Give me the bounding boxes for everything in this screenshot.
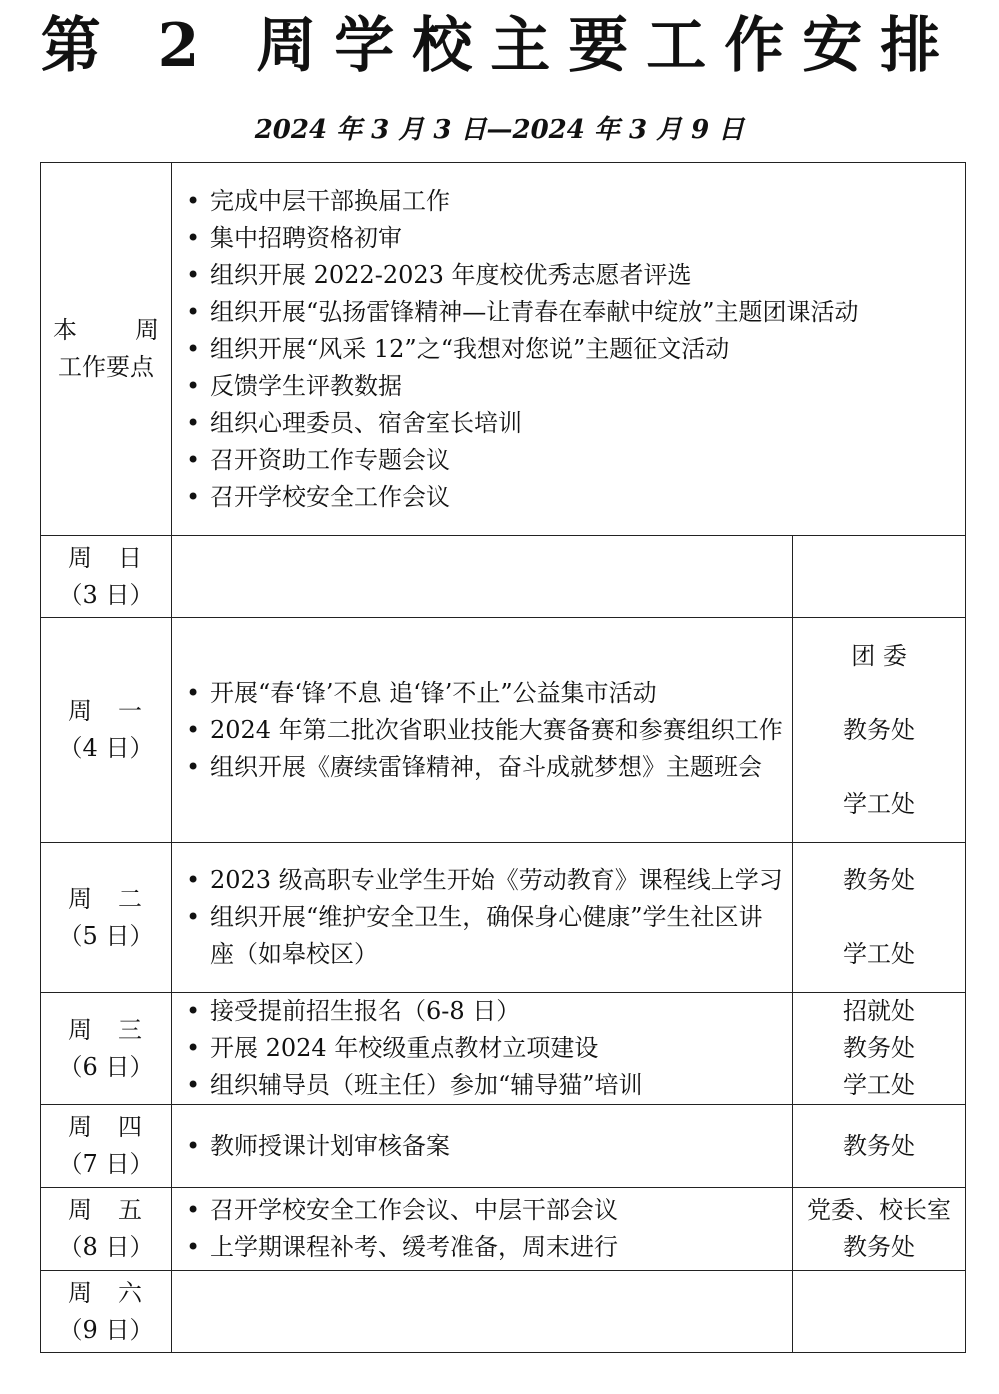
date-range: 2024 年 3 月 3 日—2024 年 3 月 9 日 (254, 115, 745, 145)
key-points-list (172, 183, 965, 516)
department-name: 招就处 (843, 997, 915, 1025)
department-name: 学工处 (843, 789, 915, 818)
day-tasks (172, 843, 793, 993)
department-name: 学工处 (843, 1071, 915, 1099)
day-name: 周五 (68, 1196, 168, 1224)
key-point-item: • 组织心理委员、宿舍室长培训 (186, 405, 959, 442)
task-item: • 开展 2024 年校级重点教材立项建设 (186, 1030, 786, 1067)
department-name: 教务处 (843, 715, 915, 744)
key-point-item: • 召开学校安全工作会议 (186, 479, 959, 516)
day-tasks (172, 1188, 793, 1271)
day-row (41, 618, 966, 843)
day-label (41, 536, 172, 618)
day-name: 周六 (68, 1278, 168, 1307)
day-date: （3 日） (58, 580, 154, 609)
day-name: 周二 (68, 884, 168, 913)
day-name: 周四 (68, 1113, 168, 1141)
responsible-departments (793, 618, 966, 843)
day-tasks (172, 618, 793, 843)
day-label (41, 843, 172, 993)
schedule-table (40, 162, 966, 1353)
department-name: 党委、校长室 (807, 1196, 951, 1224)
key-point-item: • 组织开展 2022-2023 年度校优秀志愿者评选 (186, 257, 959, 294)
day-label (41, 1105, 172, 1188)
department-name: 教务处 (843, 1131, 915, 1160)
day-date: （7 日） (58, 1150, 154, 1178)
task-list (172, 862, 792, 973)
key-point-item: • 完成中层干部换届工作 (186, 183, 959, 220)
key-points-label-line2: 工作要点 (58, 353, 154, 381)
day-row (41, 843, 966, 993)
day-name: 周三 (68, 1015, 168, 1044)
day-label (41, 1271, 172, 1353)
responsible-departments (793, 536, 966, 618)
day-label (41, 1188, 172, 1271)
department-name: 团 委 (851, 641, 907, 670)
day-tasks (172, 1105, 793, 1188)
page-title: 第 2 周学校主要工作安排 (40, 11, 959, 81)
task-item: • 教师授课计划审核备案 (186, 1128, 786, 1165)
day-tasks (172, 1271, 793, 1353)
task-item: • 上学期课程补考、缓考准备，周末进行 (186, 1229, 786, 1266)
key-points-label-right: 周 (135, 316, 159, 344)
department-name: 教务处 (843, 1233, 915, 1261)
key-point-item: • 召开资助工作专题会议 (186, 442, 959, 479)
day-label (41, 993, 172, 1105)
day-name: 周一 (68, 697, 168, 725)
day-label (41, 618, 172, 843)
day-row (41, 536, 966, 618)
task-list (172, 675, 792, 786)
responsible-departments (793, 1105, 966, 1188)
day-date: （5 日） (58, 921, 154, 950)
key-points-label-left: 本 (53, 316, 77, 344)
task-item: • 2023 级高职专业学生开始《劳动教育》课程线上学习 (186, 862, 786, 899)
task-list (172, 993, 792, 1104)
key-points-cell (172, 163, 966, 536)
task-item: • 组织辅导员（班主任）参加“辅导猫”培训 (186, 1067, 786, 1104)
day-date: （8 日） (58, 1233, 154, 1261)
responsible-departments (793, 1188, 966, 1271)
day-row (41, 1271, 966, 1353)
day-name: 周日 (68, 543, 168, 572)
task-list (172, 1128, 792, 1165)
day-tasks (172, 536, 793, 618)
task-list (172, 1192, 792, 1266)
responsible-departments (793, 843, 966, 993)
day-date: （9 日） (58, 1315, 154, 1344)
key-point-item: • 组织开展“弘扬雷锋精神—让青春在奉献中绽放”主题团课活动 (186, 294, 959, 331)
key-points-row (41, 163, 966, 536)
day-tasks (172, 993, 793, 1105)
responsible-departments (793, 1271, 966, 1353)
day-row (41, 993, 966, 1105)
responsible-departments (793, 993, 966, 1105)
task-item: • 组织开展《赓续雷锋精神，奋斗成就梦想》主题班会 (186, 749, 786, 786)
day-row (41, 1105, 966, 1188)
task-item: • 接受提前招生报名（6-8 日） (186, 993, 786, 1030)
key-points-label (41, 163, 172, 536)
department-name: 教务处 (843, 866, 915, 894)
day-date: （4 日） (58, 734, 154, 762)
key-point-item: • 反馈学生评教数据 (186, 368, 959, 405)
task-item: • 召开学校安全工作会议、中层干部会议 (186, 1192, 786, 1229)
key-point-item: • 组织开展“风采 12”之“我想对您说”主题征文活动 (186, 331, 959, 368)
task-item: • 组织开展“维护安全卫生，确保身心健康”学生社区讲座（如皋校区） (186, 899, 786, 973)
department-name: 教务处 (843, 1034, 915, 1062)
day-date: （6 日） (58, 1052, 154, 1081)
key-point-item: • 集中招聘资格初审 (186, 220, 959, 257)
task-item: • 开展“春‘锋’不息 追‘锋’不止”公益集市活动 (186, 675, 786, 712)
task-item: • 2024 年第二批次省职业技能大赛备赛和参赛组织工作 (186, 712, 786, 749)
department-name: 学工处 (843, 940, 915, 968)
day-row (41, 1188, 966, 1271)
